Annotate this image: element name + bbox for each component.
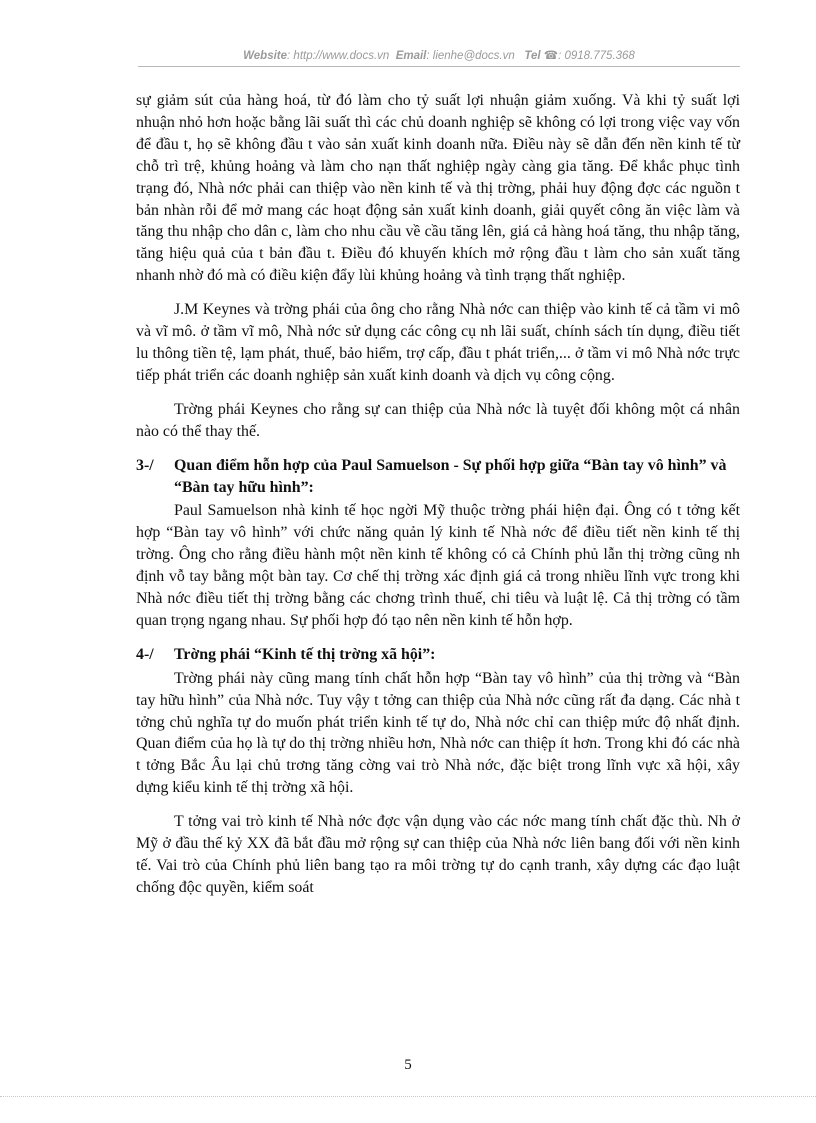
tel-label: Tel: [524, 50, 541, 62]
header-rule: [138, 66, 740, 67]
website-label: Website: [243, 50, 288, 62]
email-label: Email: [395, 50, 427, 62]
paragraph-3: Trờng phái Keynes cho rằng sự can thiệp của Nhà nớc là tuyệt đối không một cá nhân nào có thể thay thế.: [136, 400, 740, 440]
section-number: 4-/: [136, 645, 154, 663]
phone-icon: ☎: [543, 50, 559, 62]
section-title: Trờng phái “Kinh tế thị trờng xã hội”:: [174, 645, 436, 663]
section-heading-4: [136, 644, 740, 666]
document-body: [136, 90, 740, 911]
paragraph-2: J.M Keynes và trờng phái của ông cho rằng Nhà nớc can thiệp vào kinh tế cả tầm vi mô và vĩ mô. ở tầm vĩ mô, Nhà nớc sử dụng các công cụ nh lãi suất, chính sách tín dụng, điều tiết lu thông tiền tệ, lạm phát, thuế, bảo hiểm, trợ cấp, đầu t phát triển,... ở tầm vi mô Nhà nớc trực tiếp phát triển các doanh nghiệp sản xuất kinh doanh và dịch vụ công cộng.: [136, 301, 740, 384]
email-value: : lienhe@docs.vn: [426, 50, 515, 62]
website-value: : http://www.docs.vn: [287, 50, 390, 62]
section-number: 3-/: [136, 456, 154, 474]
footer-rule: [0, 1096, 816, 1097]
page-number: 5: [404, 1057, 412, 1073]
paragraph-5: Trờng phái này cũng mang tính chất hỗn hợp “Bàn tay vô hình” của thị trờng và “Bàn tay hữu hình” của Nhà nớc. Tuy vậy t tởng can thiệp của Nhà nớc cũng rất đa dạng. Các nhà t tởng chủ nghĩa tự do muốn phát triển kinh tế tự do, Nhà nớc chỉ can thiệp mức độ nhất định. Quan điểm của họ là tự do thị trờng nhiều hơn, Nhà nớc can thiệp ít hơn. Trong khi đó các nhà t tởng Bắc Âu lại chủ trơng tăng cờng vai trò Nhà nớc, đặc biệt trong lĩnh vực xã hội, xây dựng kiểu kinh tế thị trờng xã hội.: [136, 669, 740, 797]
page-header: [138, 48, 740, 62]
paragraph-4: Paul Samuelson nhà kinh tế học ngời Mỹ thuộc trờng phái hiện đại. Ông có t tởng kết hợp “Bàn tay vô hình” với chức năng quản lý kinh tế Nhà nớc để điều tiết nền kinh tế thị trờng. Ông cho rằng điều hành một nền kinh tế không có cả Chính phủ lẫn thị trờng cũng nh định vỗ tay bằng một bàn tay. Cơ chế thị trờng xác định giá cả trong nhiều lĩnh vực trong khi Nhà nớc điều tiết thị trờng bằng các chơng trình thuế, chi tiêu và luật lệ. Cả thị trờng có tầm quan trọng ngang nhau. Sự phối hợp đó tạo nên nền kinh tế hỗn hợp.: [136, 502, 740, 629]
paragraph-6: T tởng vai trò kinh tế Nhà nớc đợc vận dụng vào các nớc mang tính chất đặc thù. Nh ở Mỹ ở đầu thế kỷ XX đã bắt đầu mở rộng sự can thiệp của Nhà nớc liên bang đối với nền kinh tế. Vai trò của Chính phủ liên bang tạo ra môi trờng tự do cạnh tranh, xây dựng các đạo luật chống độc quyền, kiểm soát: [136, 813, 740, 896]
paragraph-1: sự giảm sút của hàng hoá, từ đó làm cho tỷ suất lợi nhuận giảm xuống. Và khi tỷ suất lợi nhuận nhỏ hơn hoặc bằng lãi suất thì các chủ doanh nghiệp sẽ không có lợi trong việc vay vốn để đầu t, họ sẽ không đầu t vào sản xuất kinh doanh nữa. Điều này sẽ dẫn đến nền kinh tế từ chỗ trì trệ, khủng hoảng và làm cho nạn thất nghiệp ngày càng gia tăng. Để khắc phục tình trạng đó, Nhà nớc phải can thiệp vào nền kinh tế và thị trờng, phải huy động đợc các nguồn t bản nhàn rỗi để mở mang các hoạt động sản xuất kinh doanh, giải quyết công ăn việc làm và tăng thu nhập cho dân c, làm cho nhu cầu về cầu tăng lên, giá cả hàng hoá tăng, thu nhập tăng, tăng hiệu quả của t bản đầu t. Điều đó khuyến khích mở rộng đầu t làm cho sản xuất tăng nhanh nhờ đó mà có điều kiện đẩy lùi khủng hoảng và tình trạng thất nghiệp.: [136, 92, 740, 285]
tel-value: : 0918.775.368: [558, 50, 635, 62]
section-title: Quan điểm hỗn hợp của Paul Samuelson - Sự phối hợp giữa “Bàn tay vô hình” và “Bàn tay hữu hình”:: [174, 456, 727, 496]
section-heading-3: [136, 455, 740, 499]
